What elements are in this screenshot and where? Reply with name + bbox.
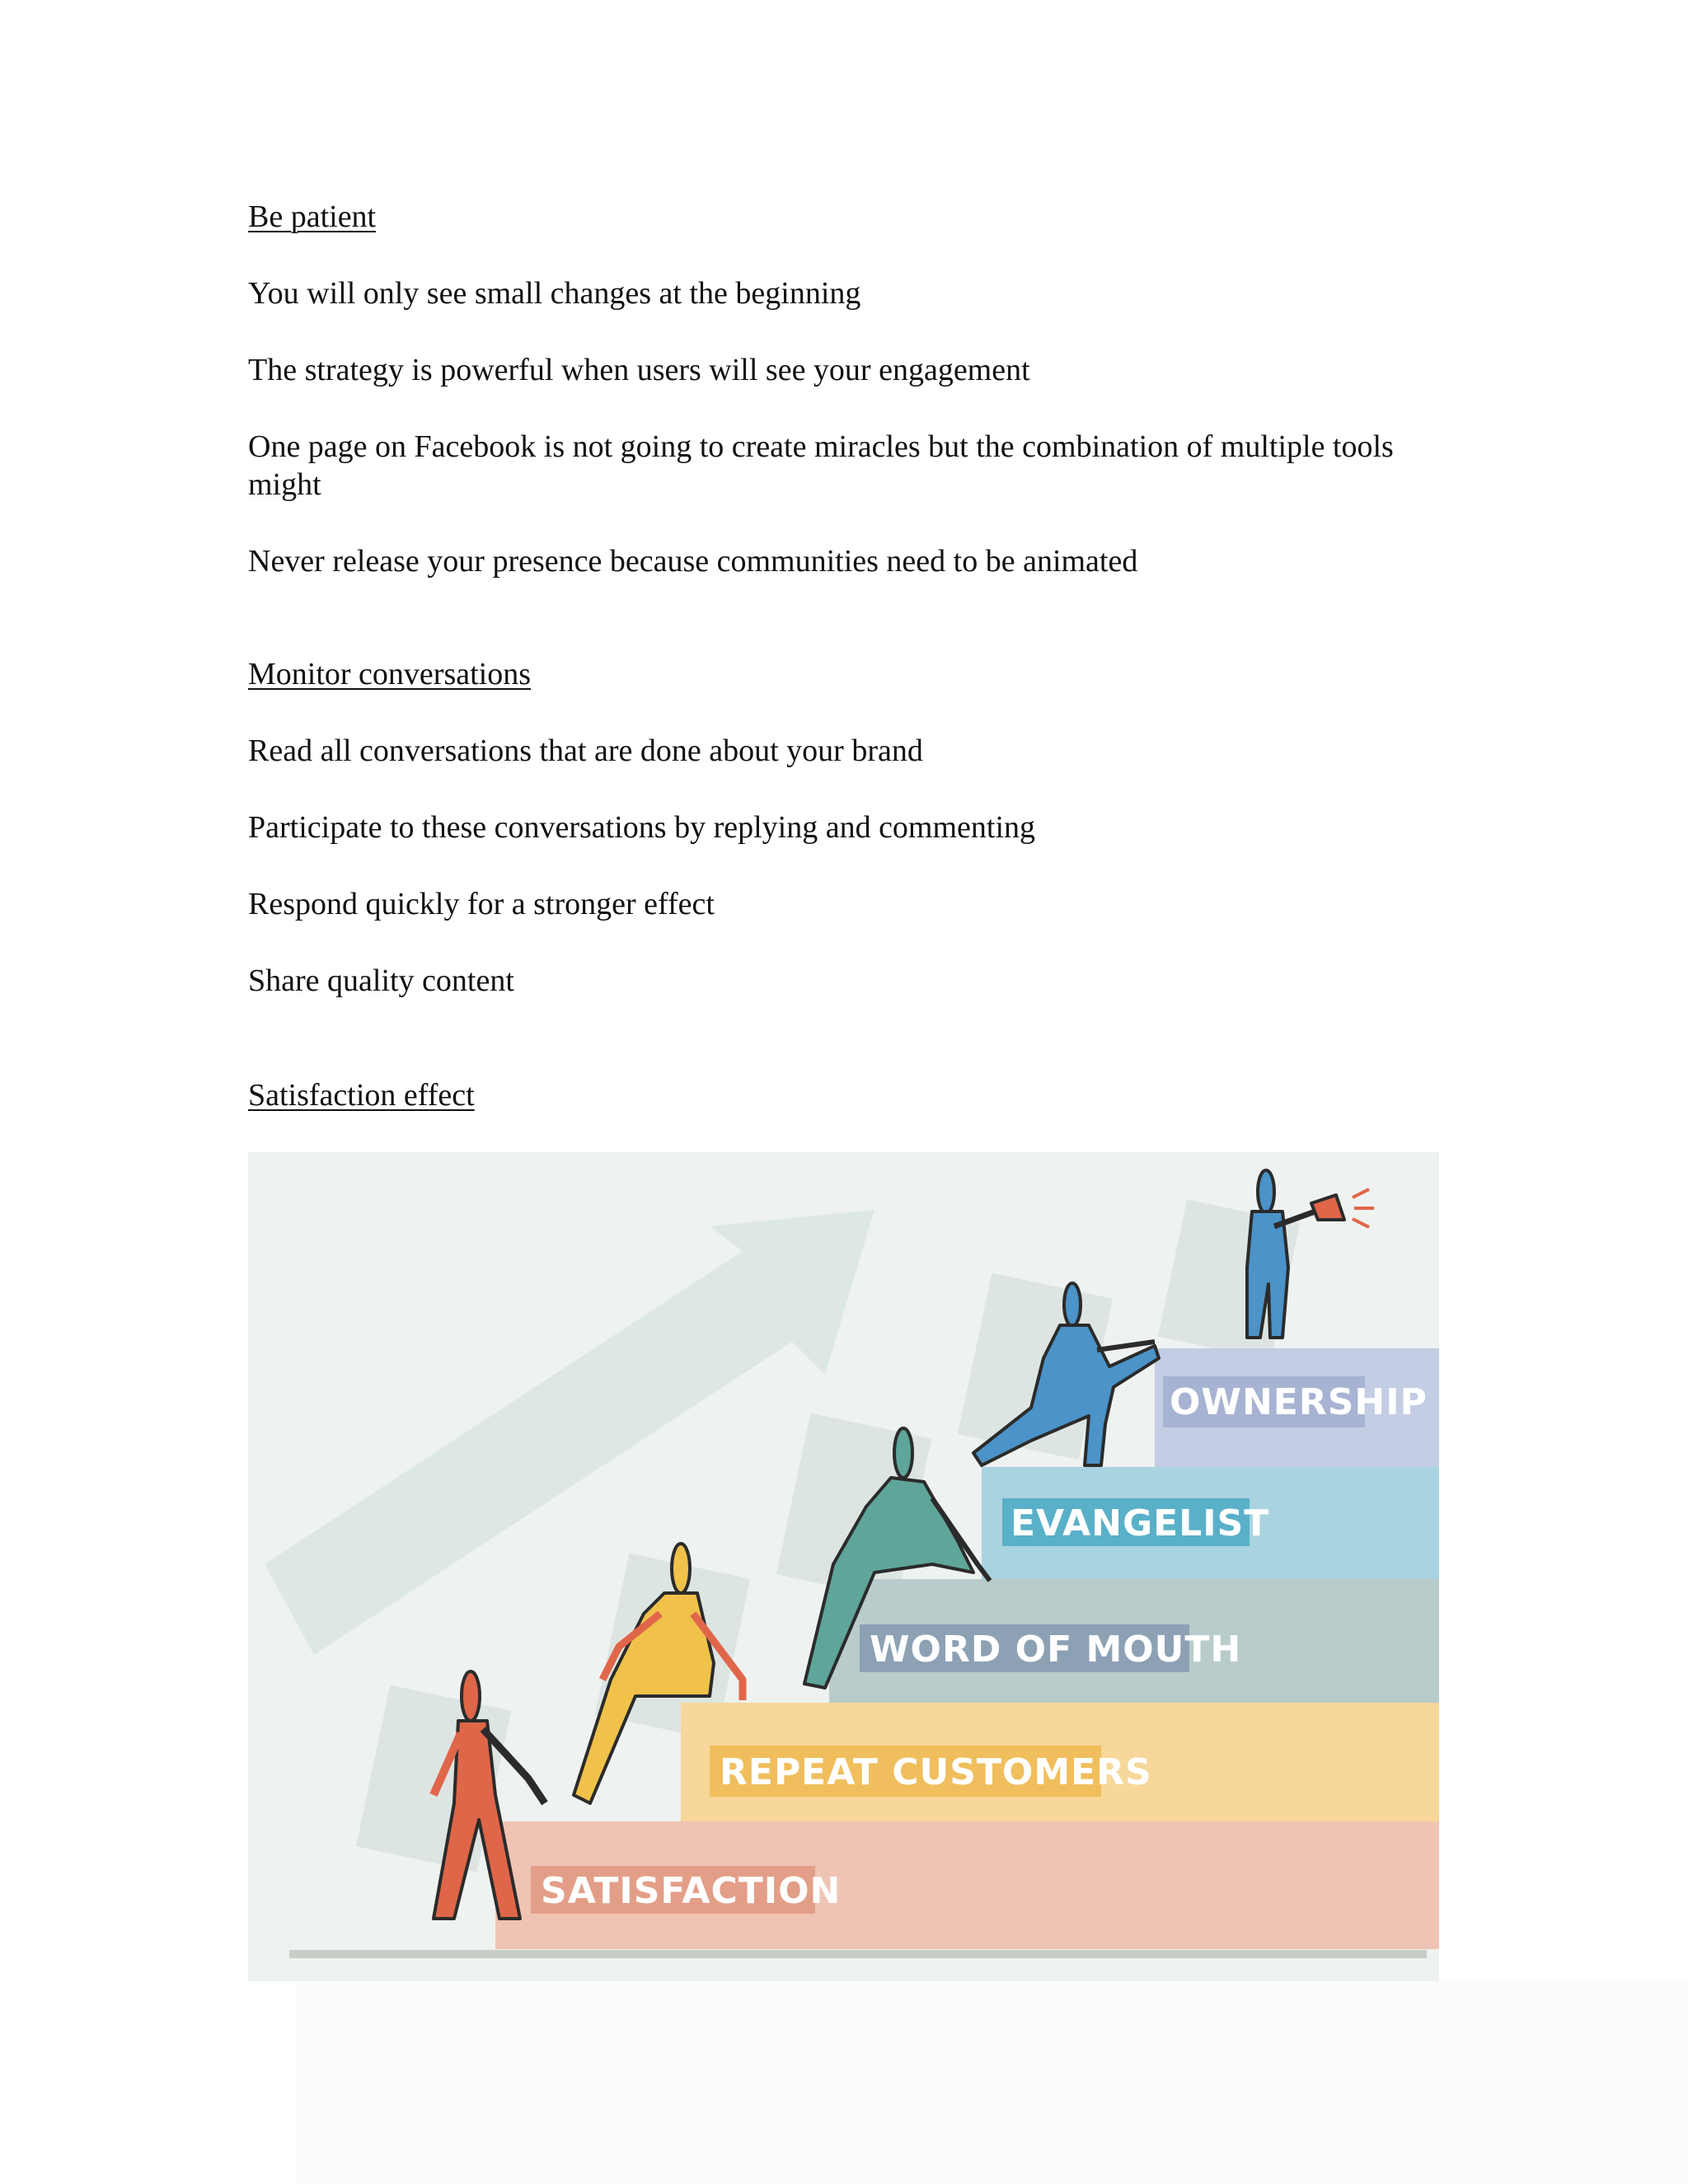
- paragraph: Never release your presence because communities need to be animated: [248, 544, 1138, 579]
- step-label-ownership: OWNERSHIP: [1170, 1381, 1428, 1423]
- step-label-word-of-mouth: WORD OF MOUTH: [870, 1629, 1242, 1671]
- page-shadow: [297, 1981, 1688, 2184]
- heading-be-patient: Be patient: [248, 199, 377, 234]
- heading-monitor-conversations: Monitor conversations: [248, 657, 532, 691]
- satisfaction-staircase-illustration: [248, 1152, 1439, 1981]
- paragraph: The strategy is powerful when users will see your engagement: [248, 353, 1030, 387]
- background-arrow: [265, 1210, 874, 1655]
- paragraph: Participate to these conversations by replying and commenting: [248, 810, 1036, 845]
- step-label-evangelist: EVANGELIST: [1010, 1502, 1270, 1544]
- staircase-svg: [248, 1152, 1439, 1981]
- heading-satisfaction-effect: Satisfaction effect: [248, 1078, 475, 1113]
- ground-line: [289, 1950, 1427, 1958]
- step-label-repeat-customers: REPEAT CUSTOMERS: [720, 1751, 1152, 1793]
- step-label-satisfaction: SATISFACTION: [541, 1870, 842, 1912]
- paragraph: One page on Facebook is not going to create miracles but the combination of multiple tools might: [248, 429, 1394, 502]
- paragraph: Read all conversations that are done about your brand: [248, 733, 923, 768]
- paragraph: Respond quickly for a stronger effect: [248, 887, 715, 921]
- paragraph: You will only see small changes at the beginning: [248, 276, 861, 311]
- paragraph: Share quality content: [248, 963, 514, 998]
